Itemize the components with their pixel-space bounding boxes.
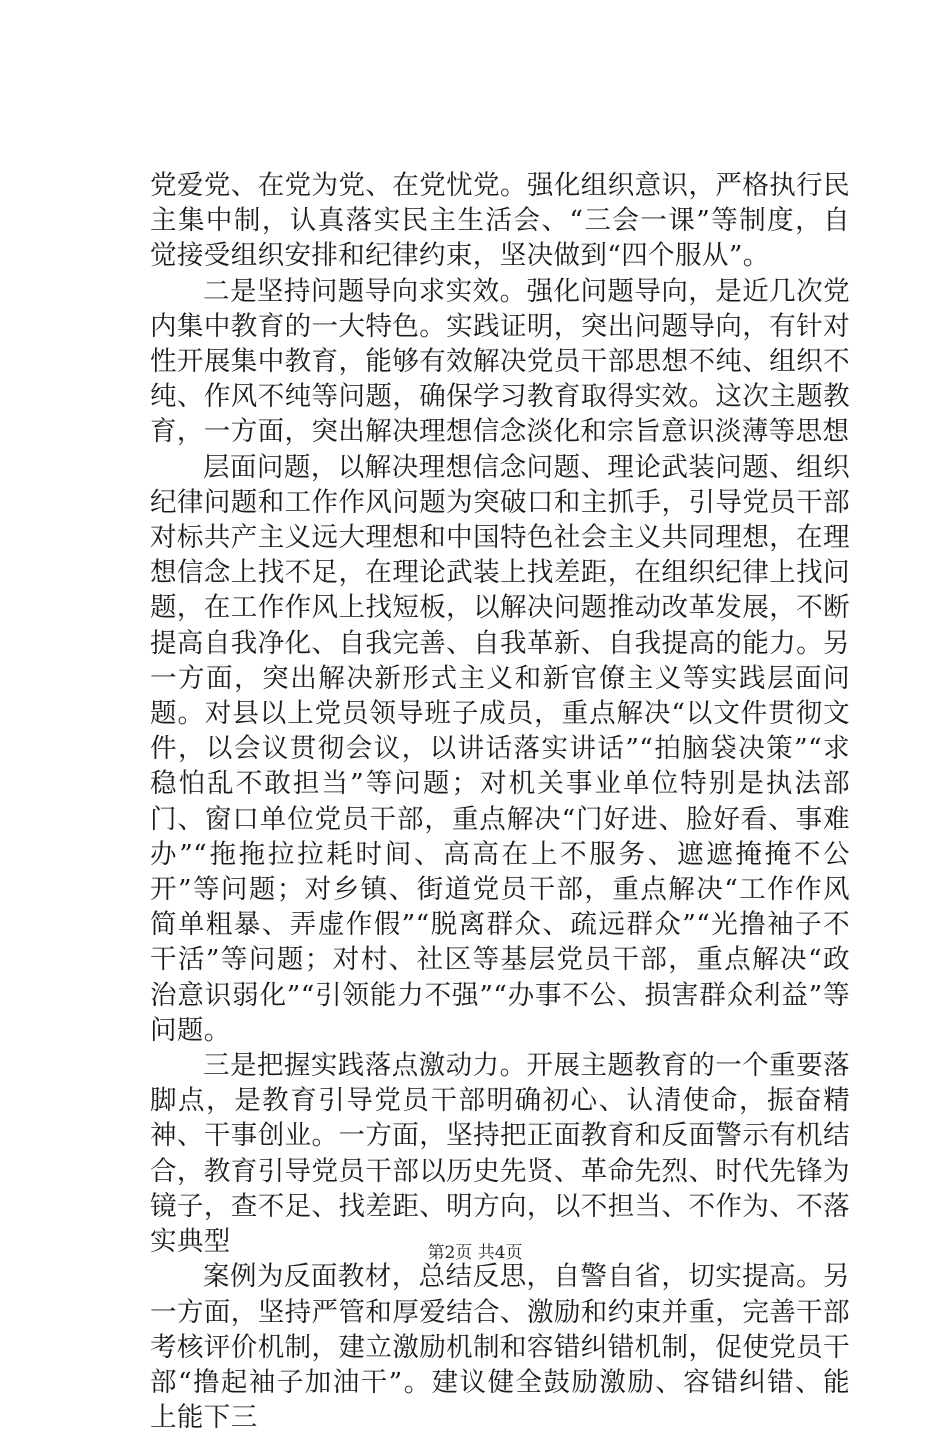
paragraph-point-three: 三是把握实践落点激动力。开展主题教育的一个重要落脚点，是教育引导党员干部明确初心、认清使命，振奋精神、干事创业。一方面，坚持把正面教育和反面警示有机结合，教育引导党员干部以历史先贤、革命先烈、时代先锋为镜子，查不足、找差距、明方向，以不担当、不作为、不落实典型: [150, 1050, 850, 1258]
paragraph-case-study: 案例为反面教材，总结反思，自警自省，切实提高。另一方面，坚持严管和厚爱结合、激励和约束并重，完善干部考核评价机制，建立激励机制和容错纠错机制，促使党员干部“撸起袖子加油干”。建议健全鼓励激励、容错纠错、能上能下三: [150, 1261, 850, 1434]
paragraph-problem-levels: 层面问题，以解决理想信念问题、理论武装问题、组织纪律问题和工作作风问题为突破口和主抓手，引导党员干部对标共产主义远大理想和中国特色社会主义共同理想，在理想信念上找不足，在理论武装上找差距，在组织纪律上找问题，在工作作风上找短板，以解决问题推动改革发展，不断提高自我净化、自我完善、自我革新、自我提高的能力。另一方面，突出解决新形式主义和新官僚主义等实践层面问题。对县以上党员领导班子成员，重点解决“以文件贯彻文件，以会议贯彻会议，以讲话落实讲话”“拍脑袋决策”“求稳怕乱不敢担当”等问题；对机关事业单位特别是执法部门、窗口单位党员干部，重点解决“门好进、脸好看、事难办”“拖拖拉拉耗时间、高高在上不服务、遮遮掩掩不公开”等问题；对乡镇、街道党员干部，重点解决“工作作风简单粗暴、弄虚作假”“脱离群众、疏远群众”“光撸袖子不干活”等问题；对村、社区等基层党员干部，重点解决“政治意识弱化”“引领能力不强”“办事不公、损害群众利益”等问题。: [150, 451, 850, 1046]
paragraph-continuation: 党爱党、在党为党、在党忧党。强化组织意识，严格执行民主集中制，认真落实民主生活会、“三会一课”等制度，自觉接受组织安排和纪律约束，坚决做到“四个服从”。: [150, 170, 850, 272]
paragraph-point-two: 二是坚持问题导向求实效。强化问题导向，是近几次党内集中教育的一大特色。实践证明，突出问题导向，有针对性开展集中教育，能够有效解决党员干部思想不纯、组织不纯、作风不纯等问题，确保学习教育取得实效。这次主题教育，一方面，突出解决理想信念淡化和宗旨意识淡薄等思想: [150, 275, 850, 448]
page-footer: 第2页 共4页: [427, 1243, 523, 1263]
